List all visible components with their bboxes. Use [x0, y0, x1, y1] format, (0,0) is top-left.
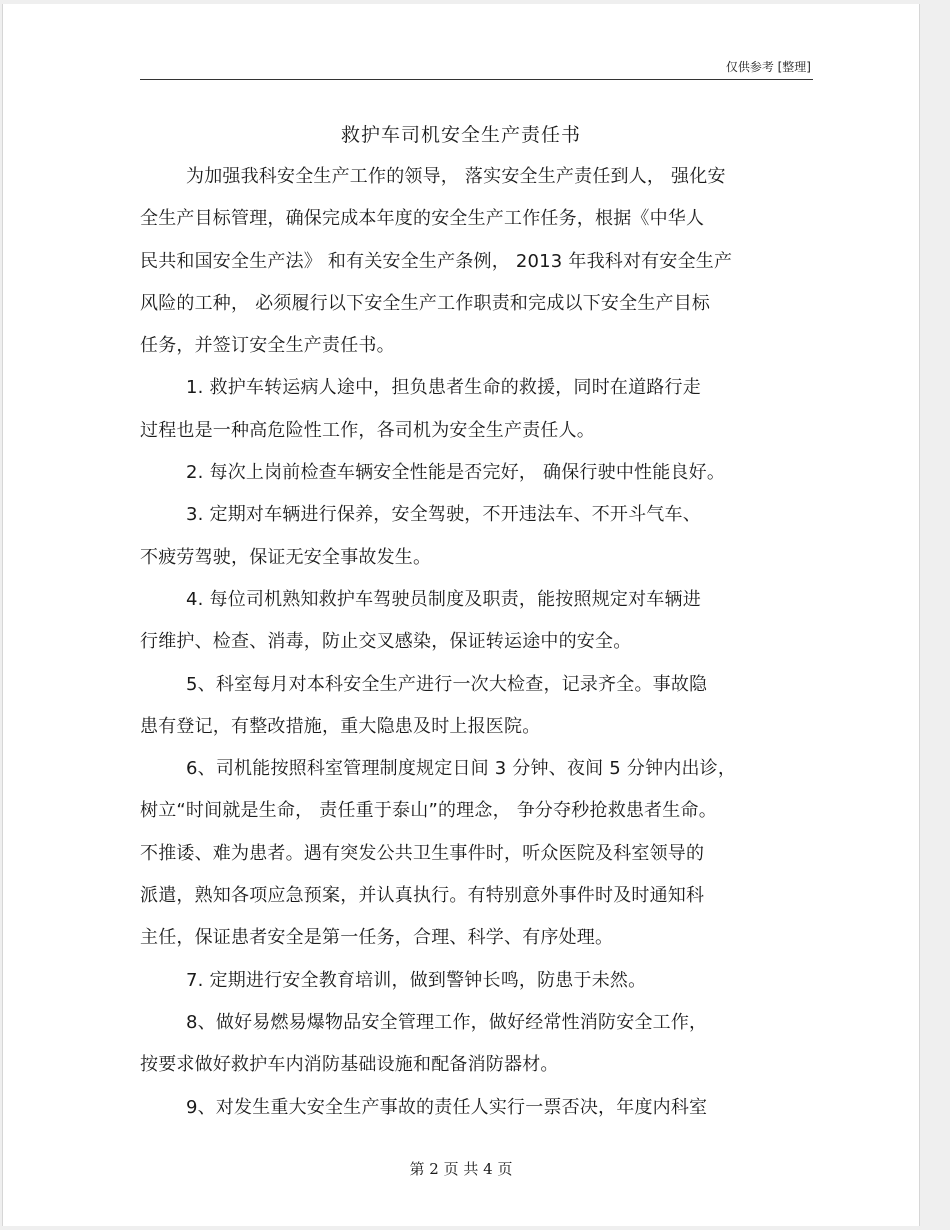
- body-line: 患有登记，有整改措施，重大隐患及时上报医院。: [140, 715, 541, 737]
- page-indicator: 第 2 页 共 4 页: [409, 1160, 513, 1178]
- body-line: 派遣，熟知各项应急预案，并认真执行。有特别意外事件时及时通知科: [140, 885, 705, 907]
- body-line: 过程也是一种高危险性工作，各司机为安全生产责任人。: [140, 419, 595, 441]
- body-line: 风险的工种， 必须履行以下安全生产工作职责和完成以下安全生产目标: [140, 292, 711, 314]
- body-line: 4. 每位司机熟知救护车驾驶员制度及职责，能按照规定对车辆进: [186, 588, 701, 610]
- body-line: 任务，并签订安全生产责任书。: [140, 335, 395, 357]
- body-line: 按要求做好救护车内消防基础设施和配备消防器材。: [140, 1054, 559, 1076]
- header-divider: [140, 79, 813, 80]
- body-line: 5、科室每月对本科安全生产进行一次大检查，记录齐全。事故隐: [186, 673, 708, 695]
- body-line: 不推诿、难为患者。遇有突发公共卫生事件时，听众医院及科室领导的: [140, 842, 705, 864]
- document-page: [2, 4, 920, 1226]
- body-line: 6、司机能按照科室管理制度规定日间 3 分钟、夜间 5 分钟内出诊，: [186, 758, 737, 780]
- body-line: 树立“时间就是生命， 责任重于泰山”的理念， 争分夺秒抢救患者生命。: [140, 800, 717, 822]
- body-line: 行维护、检查、消毒，防止交叉感染，保证转运途中的安全。: [140, 631, 632, 653]
- body-line: 全生产目标管理，确保完成本年度的安全生产工作任务，根据《中华人: [140, 208, 705, 230]
- document-body: [140, 156, 820, 1129]
- header-note: 仅供参考 [整理]: [725, 60, 811, 74]
- body-line: 不疲劳驾驶，保证无安全事故发生。: [140, 546, 432, 568]
- body-line: 2. 每次上岗前检查车辆安全性能是否完好， 确保行驶中性能良好。: [186, 462, 726, 484]
- body-line: 1. 救护车转运病人途中，担负患者生命的救援，同时在道路行走: [186, 377, 701, 399]
- body-line: 8、做好易燃易爆物品安全管理工作，做好经常性消防安全工作，: [186, 1011, 708, 1033]
- body-line: 主任，保证患者安全是第一任务，合理、科学、有序处理。: [140, 927, 614, 949]
- document-title: 救护车司机安全生产责任书: [340, 124, 581, 146]
- body-line: 9、对发生重大安全生产事故的责任人实行一票否决，年度内科室: [186, 1096, 708, 1118]
- body-line: 3. 定期对车辆进行保养，安全驾驶，不开违法车、不开斗气车、: [186, 504, 701, 526]
- body-line: 为加强我科安全生产工作的领导， 落实安全生产责任到人， 强化安: [186, 166, 726, 187]
- body-line: 7. 定期进行安全教育培训，做到警钟长鸣，防患于未然。: [186, 969, 647, 991]
- body-line: 民共和国安全生产法》 和有关安全生产条例， 2013 年我科对有安全生产: [140, 250, 733, 272]
